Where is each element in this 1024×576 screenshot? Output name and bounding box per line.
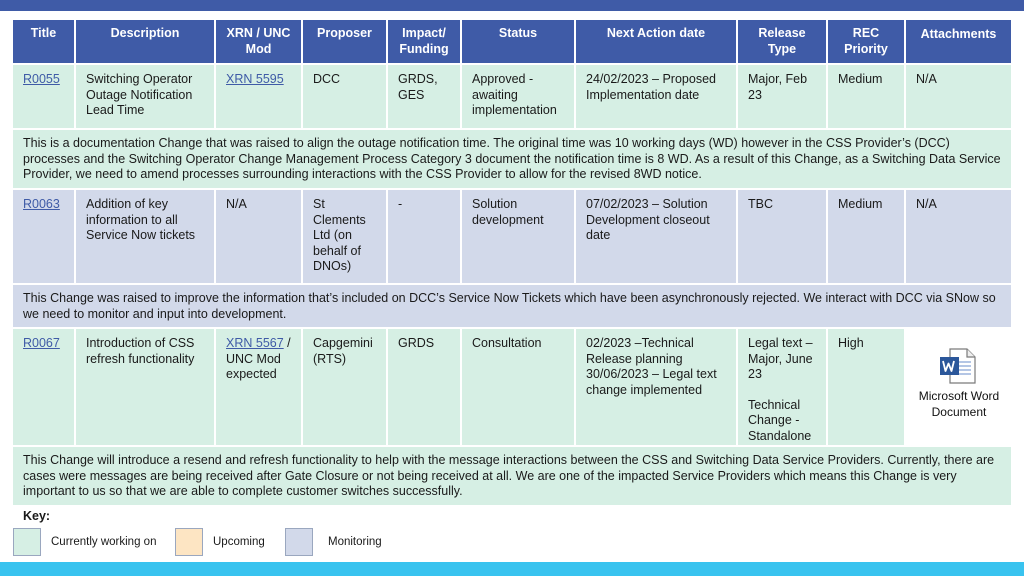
row-title-cell: [13, 329, 74, 445]
row-description-cell: Switching Operator Outage Notification Lead Time: [76, 65, 214, 128]
key-swatch-working-on: [13, 528, 41, 556]
row-xrn-cell: [216, 65, 301, 128]
row-description-cell: Introduction of CSS refresh functionality: [76, 329, 214, 445]
row-release-type-cell: Major, Feb 23: [738, 65, 826, 128]
next-action-line-1: 02/2023 –Technical Release planning: [586, 336, 694, 366]
row-status-cell: Consultation: [462, 329, 574, 445]
next-action-line-2: 30/06/2023 – Legal text change implemented: [586, 367, 717, 397]
row-attachments-cell: N/A: [906, 190, 1011, 283]
row-xrn-cell: N/A: [216, 190, 301, 283]
row-next-action-cell: 07/02/2023 – Solution Development closeout date: [576, 190, 736, 283]
row-attachments-cell: N/A: [906, 65, 1011, 128]
header-impact-line2: Funding: [399, 41, 449, 56]
word-label-line2: Document: [931, 405, 987, 419]
row-detail: This is a documentation Change that was raised to align the outage notification time. The original time was 10 working days (WD) however in the CSS Provider’s (DCC) processes and the Switching Operator Change Management Process Category 3 document the notification time is 8 WD. As a result of this Change, as a Switching Data Service Provider, we need to amend processes surrounding interactions with the CSS Provider to allow for the revised 8WD notice.: [13, 130, 1011, 188]
row-detail: This Change will introduce a resend and refresh functionality to help with the message interactions between the CSS and Switching Data Service Providers. Currently, there are cases were messages are being received after Gate Closure or not being received at all. We are one of the impacted Service Providers which means this Change is very important to us so that we are able to complete customer switches successfully.: [13, 447, 1011, 505]
header-rec-line1: REC: [852, 26, 880, 40]
row-proposer-cell: Capgemini (RTS): [303, 329, 386, 445]
xrn-link-5595[interactable]: XRN 5595: [226, 72, 284, 86]
key-title: Key:: [23, 509, 51, 523]
row-attachments-cell: [906, 329, 1011, 445]
header-attachments-label: Attachments: [920, 27, 997, 41]
row-rec-priority-cell: Medium: [828, 65, 904, 128]
xrn-link-5567[interactable]: XRN 5567: [226, 336, 284, 350]
header-title-label: Title: [30, 26, 57, 40]
word-document-label[interactable]: [906, 388, 1012, 420]
change-ref-link-r0067[interactable]: R0067: [23, 336, 60, 350]
header-proposer: [303, 20, 386, 63]
header-description-label: Description: [110, 26, 180, 40]
row-proposer-cell: St Clements Ltd (on behalf of DNOs): [303, 190, 386, 283]
row-release-type-cell: TBC: [738, 190, 826, 283]
row-release-type-cell: [738, 329, 826, 445]
key-label-monitoring: Monitoring: [328, 536, 382, 548]
header-status: [462, 20, 574, 63]
key-swatch-upcoming: [175, 528, 203, 556]
header-xrn-line2: Mod: [245, 41, 272, 56]
row-title-cell: [13, 190, 74, 283]
header-proposer-label: Proposer: [317, 26, 372, 40]
bottom-accent-bar: [0, 562, 1024, 576]
header-description: [76, 20, 214, 63]
header-xrn: [216, 20, 301, 63]
header-attachments: [906, 20, 1011, 63]
key-swatch-monitoring: [285, 528, 313, 556]
row-detail: This Change was raised to improve the information that’s included on DCC’s Service Now Tickets which have been asynchronously rejected. We interact with DCC via SNow so we need to monitor and input into development.: [13, 285, 1011, 327]
row-rec-priority-cell: Medium: [828, 190, 904, 283]
row-title-cell: [13, 65, 74, 128]
xrn-note: UNC Mod expected: [226, 351, 281, 381]
header-impact-line1: Impact/: [402, 26, 446, 40]
row-status-cell: Approved - awaiting implementation: [462, 65, 574, 128]
row-rec-priority-cell: High: [828, 329, 904, 445]
header-next-action: [576, 20, 736, 63]
row-impact-cell: -: [388, 190, 460, 283]
row-impact-cell: GRDS: [388, 329, 460, 445]
key-label-working-on: Currently working on: [51, 536, 157, 548]
header-status-label: Status: [498, 26, 538, 40]
header-rec-line2: Priority: [844, 41, 888, 56]
header-release-type: [738, 20, 826, 63]
header-next-action-label: Next Action date: [606, 26, 706, 40]
release-type-extra: Technical Change - Standalone: [748, 397, 812, 443]
change-ref-link-r0055[interactable]: R0055: [23, 72, 60, 86]
row-proposer-cell: DCC: [303, 65, 386, 128]
row-next-action-cell: [576, 329, 736, 445]
header-title: [13, 20, 74, 63]
row-description-cell: Addition of key information to all Service Now tickets: [76, 190, 214, 283]
word-document-icon-graphic: [938, 348, 978, 384]
header-release-line1: Release: [758, 26, 806, 40]
word-document-icon[interactable]: [938, 348, 978, 384]
change-ref-link-r0063[interactable]: R0063: [23, 197, 60, 211]
header-xrn-line1: XRN / UNC: [226, 26, 291, 40]
row-xrn-cell: [216, 329, 301, 445]
row-impact-cell: GRDS, GES: [388, 65, 460, 128]
row-next-action-cell: 24/02/2023 – Proposed Implementation date: [576, 65, 736, 128]
key-label-upcoming: Upcoming: [213, 536, 265, 548]
word-label-line1: Microsoft Word: [918, 389, 1000, 403]
header-release-line2: Type: [767, 41, 797, 56]
xrn-suffix: /: [283, 336, 291, 350]
header-impact: [388, 20, 460, 63]
release-type-primary: Legal text – Major, June 23: [748, 336, 813, 381]
top-accent-bar: [0, 0, 1024, 11]
header-rec-priority: [828, 20, 904, 63]
row-status-cell: Solution development: [462, 190, 574, 283]
